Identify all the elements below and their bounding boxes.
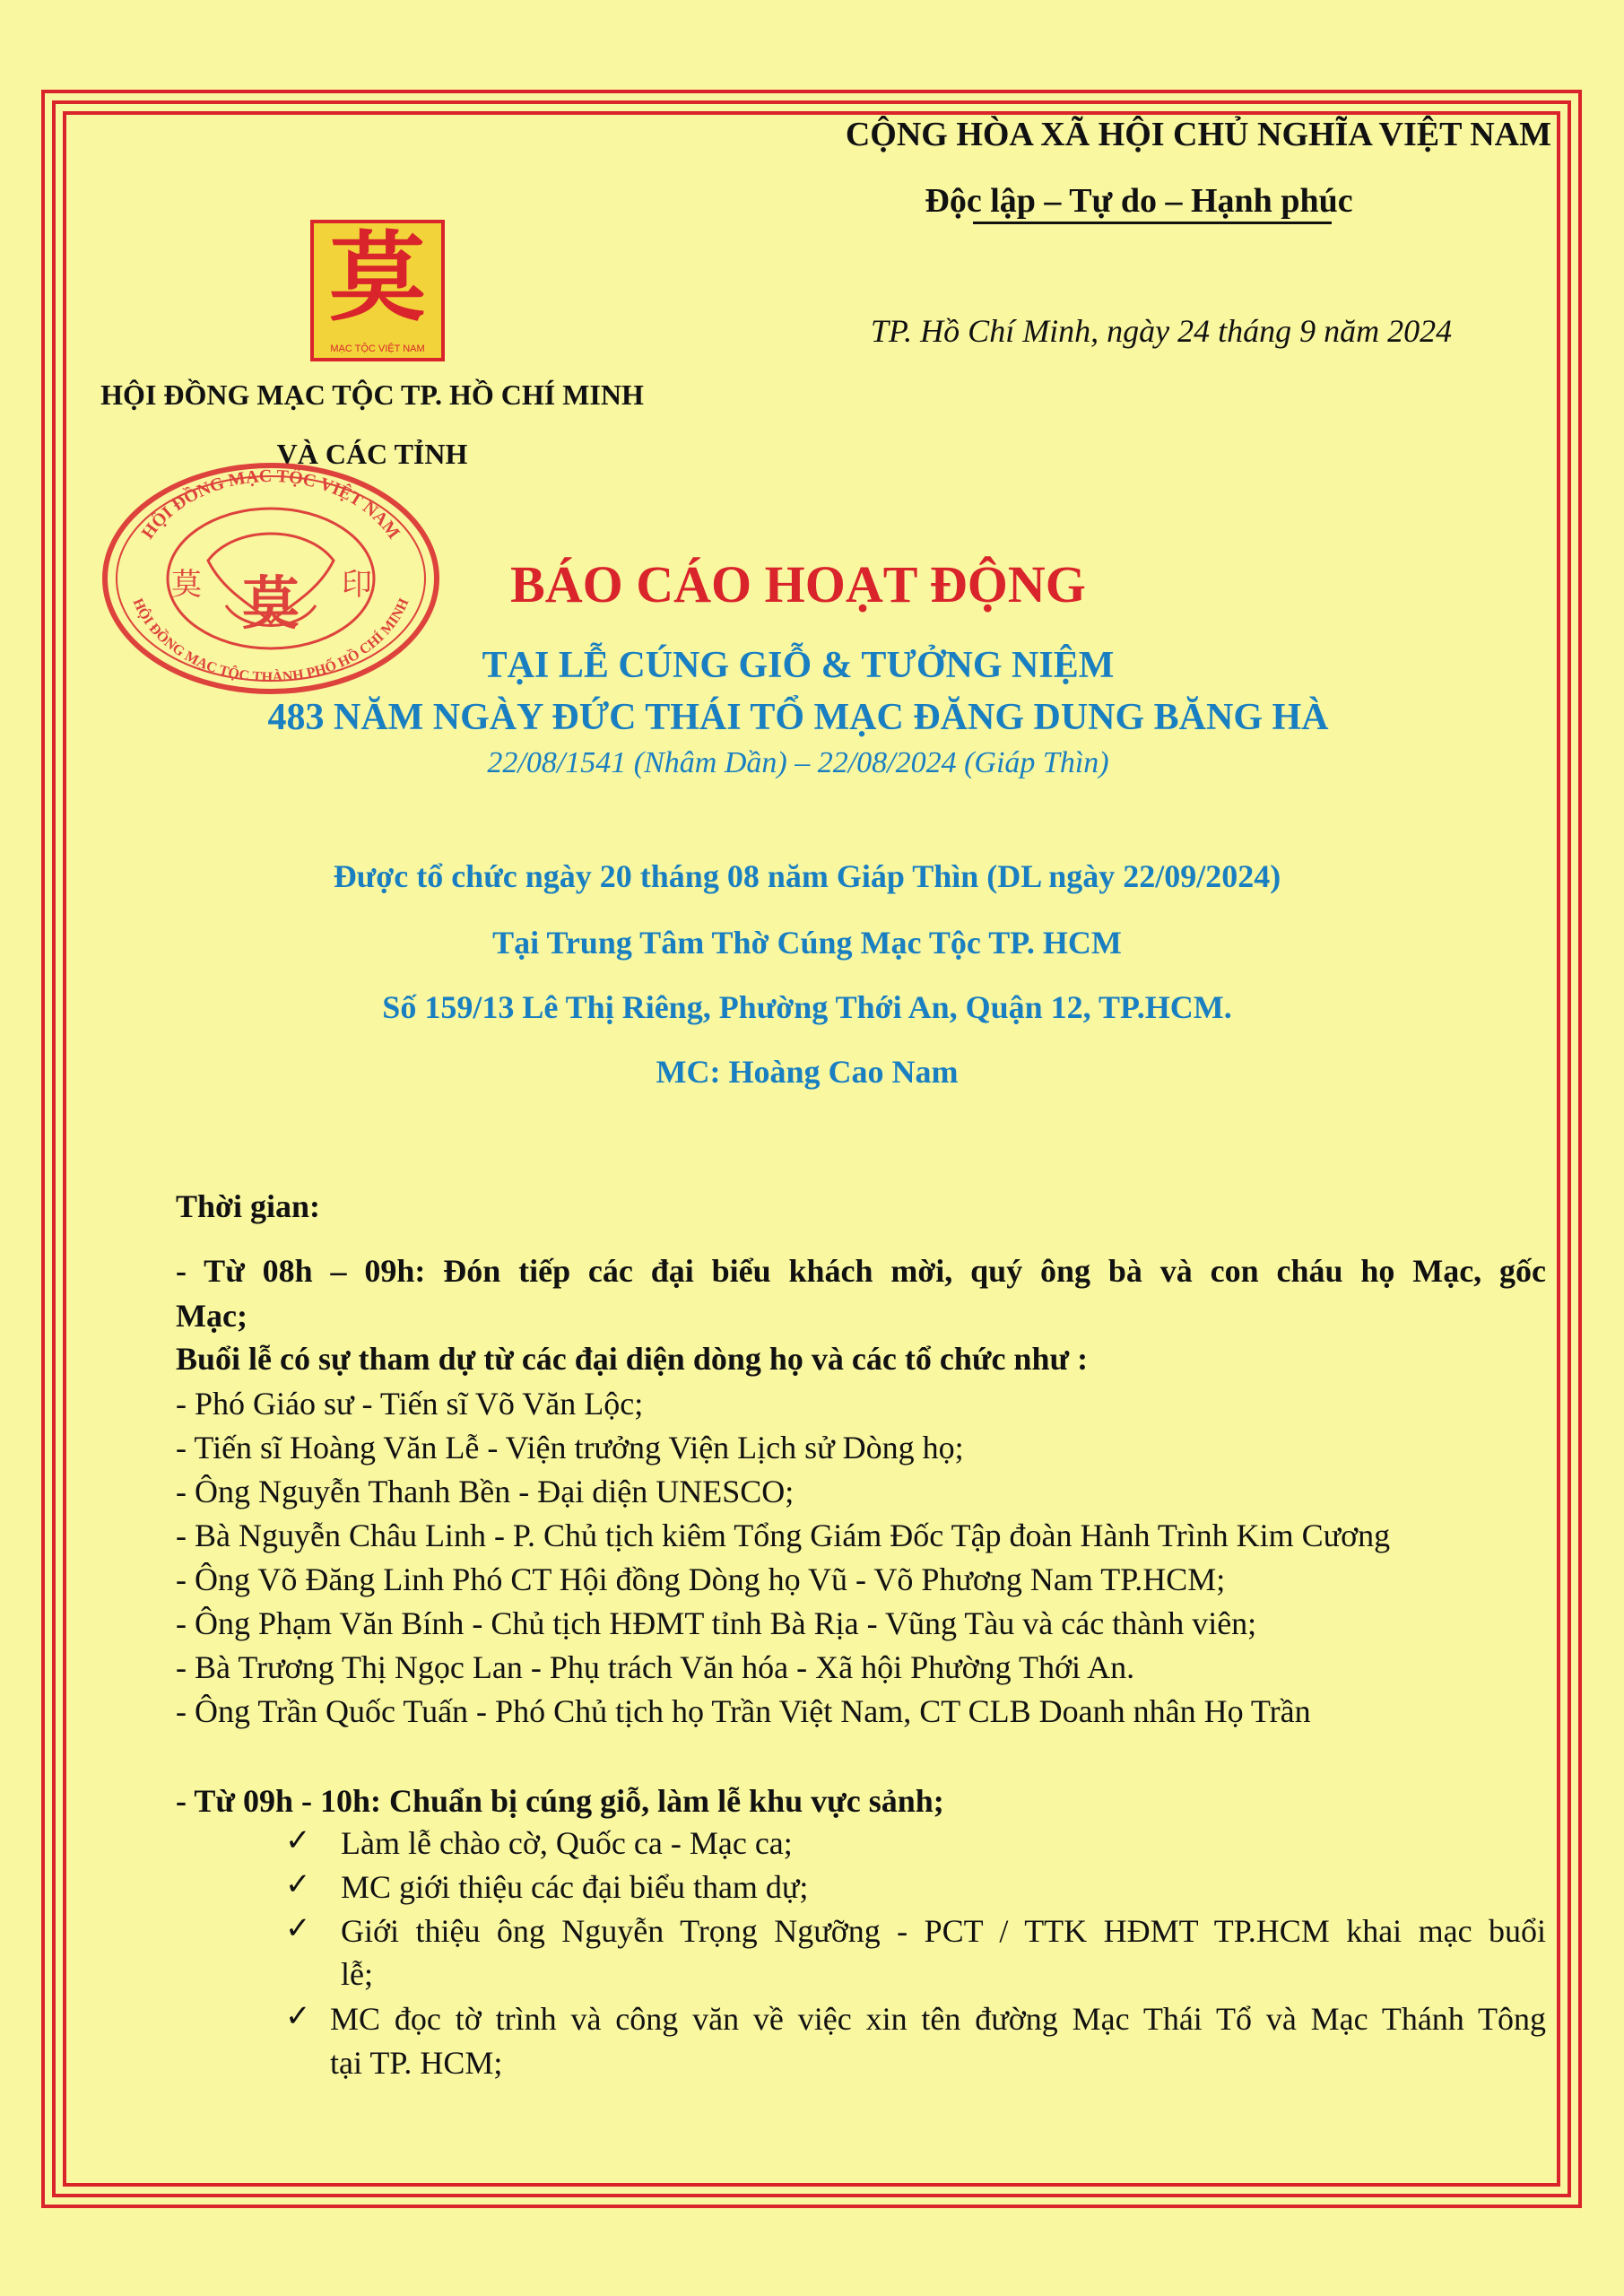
- guest-item: - Phó Giáo sư - Tiến sĩ Võ Văn Lộc;: [176, 1386, 644, 1422]
- checklist-item: Giới thiệu ông Nguyễn Trọng Ngưỡng - PCT / TTK HĐMT TP.HCM khai mạc buổi: [341, 1913, 1546, 1949]
- nation-heading: CỘNG HÒA XÃ HỘI CHỦ NGHĨA VIỆT NAM: [845, 116, 1551, 153]
- event-mc: MC: Hoàng Cao Nam: [656, 1054, 959, 1090]
- motto-underline: [973, 222, 1332, 224]
- organization-name-line2: VÀ CÁC TỈNH: [276, 438, 468, 470]
- guest-item: - Bà Nguyễn Châu Linh - P. Chủ tịch kiêm Tổng Giám Đốc Tập đoàn Hành Trình Kim Cương: [176, 1518, 1391, 1553]
- schedule-slot1: - Từ 08h – 09h: Đón tiếp các đại biểu khách mời, quý ông bà và con cháu họ Mạc, gốc: [176, 1253, 1546, 1289]
- seal-left-character: 莫: [171, 567, 202, 603]
- checklist-item: Làm lễ chào cờ, Quốc ca - Mạc ca;: [341, 1825, 793, 1861]
- logo-subtitle: MẠC TỘC VIỆT NAM: [330, 344, 425, 354]
- motto: Độc lập – Tự do – Hạnh phúc: [925, 182, 1353, 220]
- attendance-intro: Buổi lễ có sự tham dự từ các đại diện dòng họ và các tổ chức như :: [176, 1341, 1089, 1377]
- report-subtitle-1: TẠI LỄ CÚNG GIỖ & TƯỞNG NIỆM: [482, 645, 1115, 686]
- organization-name: HỘI ĐỒNG MẠC TỘC TP. HỒ CHÍ MINH: [100, 378, 644, 411]
- clan-logo: [310, 220, 445, 361]
- event-address: Số 159/13 Lê Thị Riêng, Phường Thới An, Quận 12, TP.HCM.: [382, 989, 1232, 1025]
- seal-top-text: HỘI ĐỒNG MẠC TỘC VIỆT NAM: [137, 465, 404, 544]
- document-date: TP. Hồ Chí Minh, ngày 24 tháng 9 năm 2024: [870, 313, 1453, 349]
- check-icon: ✓: [285, 1912, 311, 1945]
- check-icon: ✓: [285, 2000, 311, 2033]
- checklist-item: MC giới thiệu các đại biểu tham dự;: [341, 1869, 809, 1905]
- seal-center-character: 莫: [242, 570, 300, 638]
- report-dates: 22/08/1541 (Nhâm Dần) – 22/08/2024 (Giáp Thìn): [487, 746, 1109, 779]
- event-date: Được tổ chức ngày 20 tháng 08 năm Giáp Thìn (DL ngày 22/09/2024): [333, 858, 1281, 894]
- seal-bottom-text: HỘI ĐỒNG MẠC TỘC THÀNH PHỐ HỒ CHÍ MINH: [129, 596, 413, 686]
- schedule-heading: Thời gian:: [176, 1188, 320, 1224]
- guest-item: - Ông Võ Đăng Linh Phó CT Hội đồng Dòng họ Vũ - Võ Phương Nam TP.HCM;: [176, 1561, 1226, 1597]
- logo-character: 莫: [328, 226, 426, 333]
- seal-right-character: 印: [342, 567, 372, 603]
- guest-item: - Ông Nguyễn Thanh Bền - Đại diện UNESCO;: [176, 1474, 795, 1509]
- check-icon: ✓: [285, 1868, 311, 1901]
- report-title: BÁO CÁO HOẠT ĐỘNG: [510, 555, 1086, 613]
- schedule-slot1-cont: Mạc;: [176, 1298, 248, 1334]
- event-venue: Tại Trung Tâm Thờ Cúng Mạc Tộc TP. HCM: [492, 925, 1122, 961]
- checklist-item-cont: lễ;: [341, 1956, 373, 1992]
- check-icon: ✓: [285, 1824, 311, 1857]
- guest-item: - Tiến sĩ Hoàng Văn Lễ - Viện trưởng Viện Lịch sử Dòng họ;: [176, 1430, 964, 1465]
- checklist-item: MC đọc tờ trình và công văn về việc xin tên đường Mạc Thái Tổ và Mạc Thánh Tông: [330, 2001, 1546, 2037]
- schedule-slot2: - Từ 09h - 10h: Chuẩn bị cúng giỗ, làm lễ khu vực sảnh;: [176, 1783, 944, 1819]
- guest-item: - Bà Trương Thị Ngọc Lan - Phụ trách Văn hóa - Xã hội Phường Thới An.: [176, 1649, 1135, 1685]
- guest-item: - Ông Trần Quốc Tuấn - Phó Chủ tịch họ Trần Việt Nam, CT CLB Doanh nhân Họ Trần: [176, 1693, 1311, 1729]
- report-subtitle-2: 483 NĂM NGÀY ĐỨC THÁI TỔ MẠC ĐĂNG DUNG BĂNG HÀ: [267, 697, 1329, 738]
- checklist-item-cont: tại TP. HCM;: [330, 2045, 503, 2081]
- svg-text:HỘI ĐỒNG MẠC TỘC VIỆT NAM: [138, 466, 404, 543]
- guest-item: - Ông Phạm Văn Bính - Chủ tịch HĐMT tỉnh Bà Rịa - Vũng Tàu và các thành viên;: [176, 1605, 1257, 1641]
